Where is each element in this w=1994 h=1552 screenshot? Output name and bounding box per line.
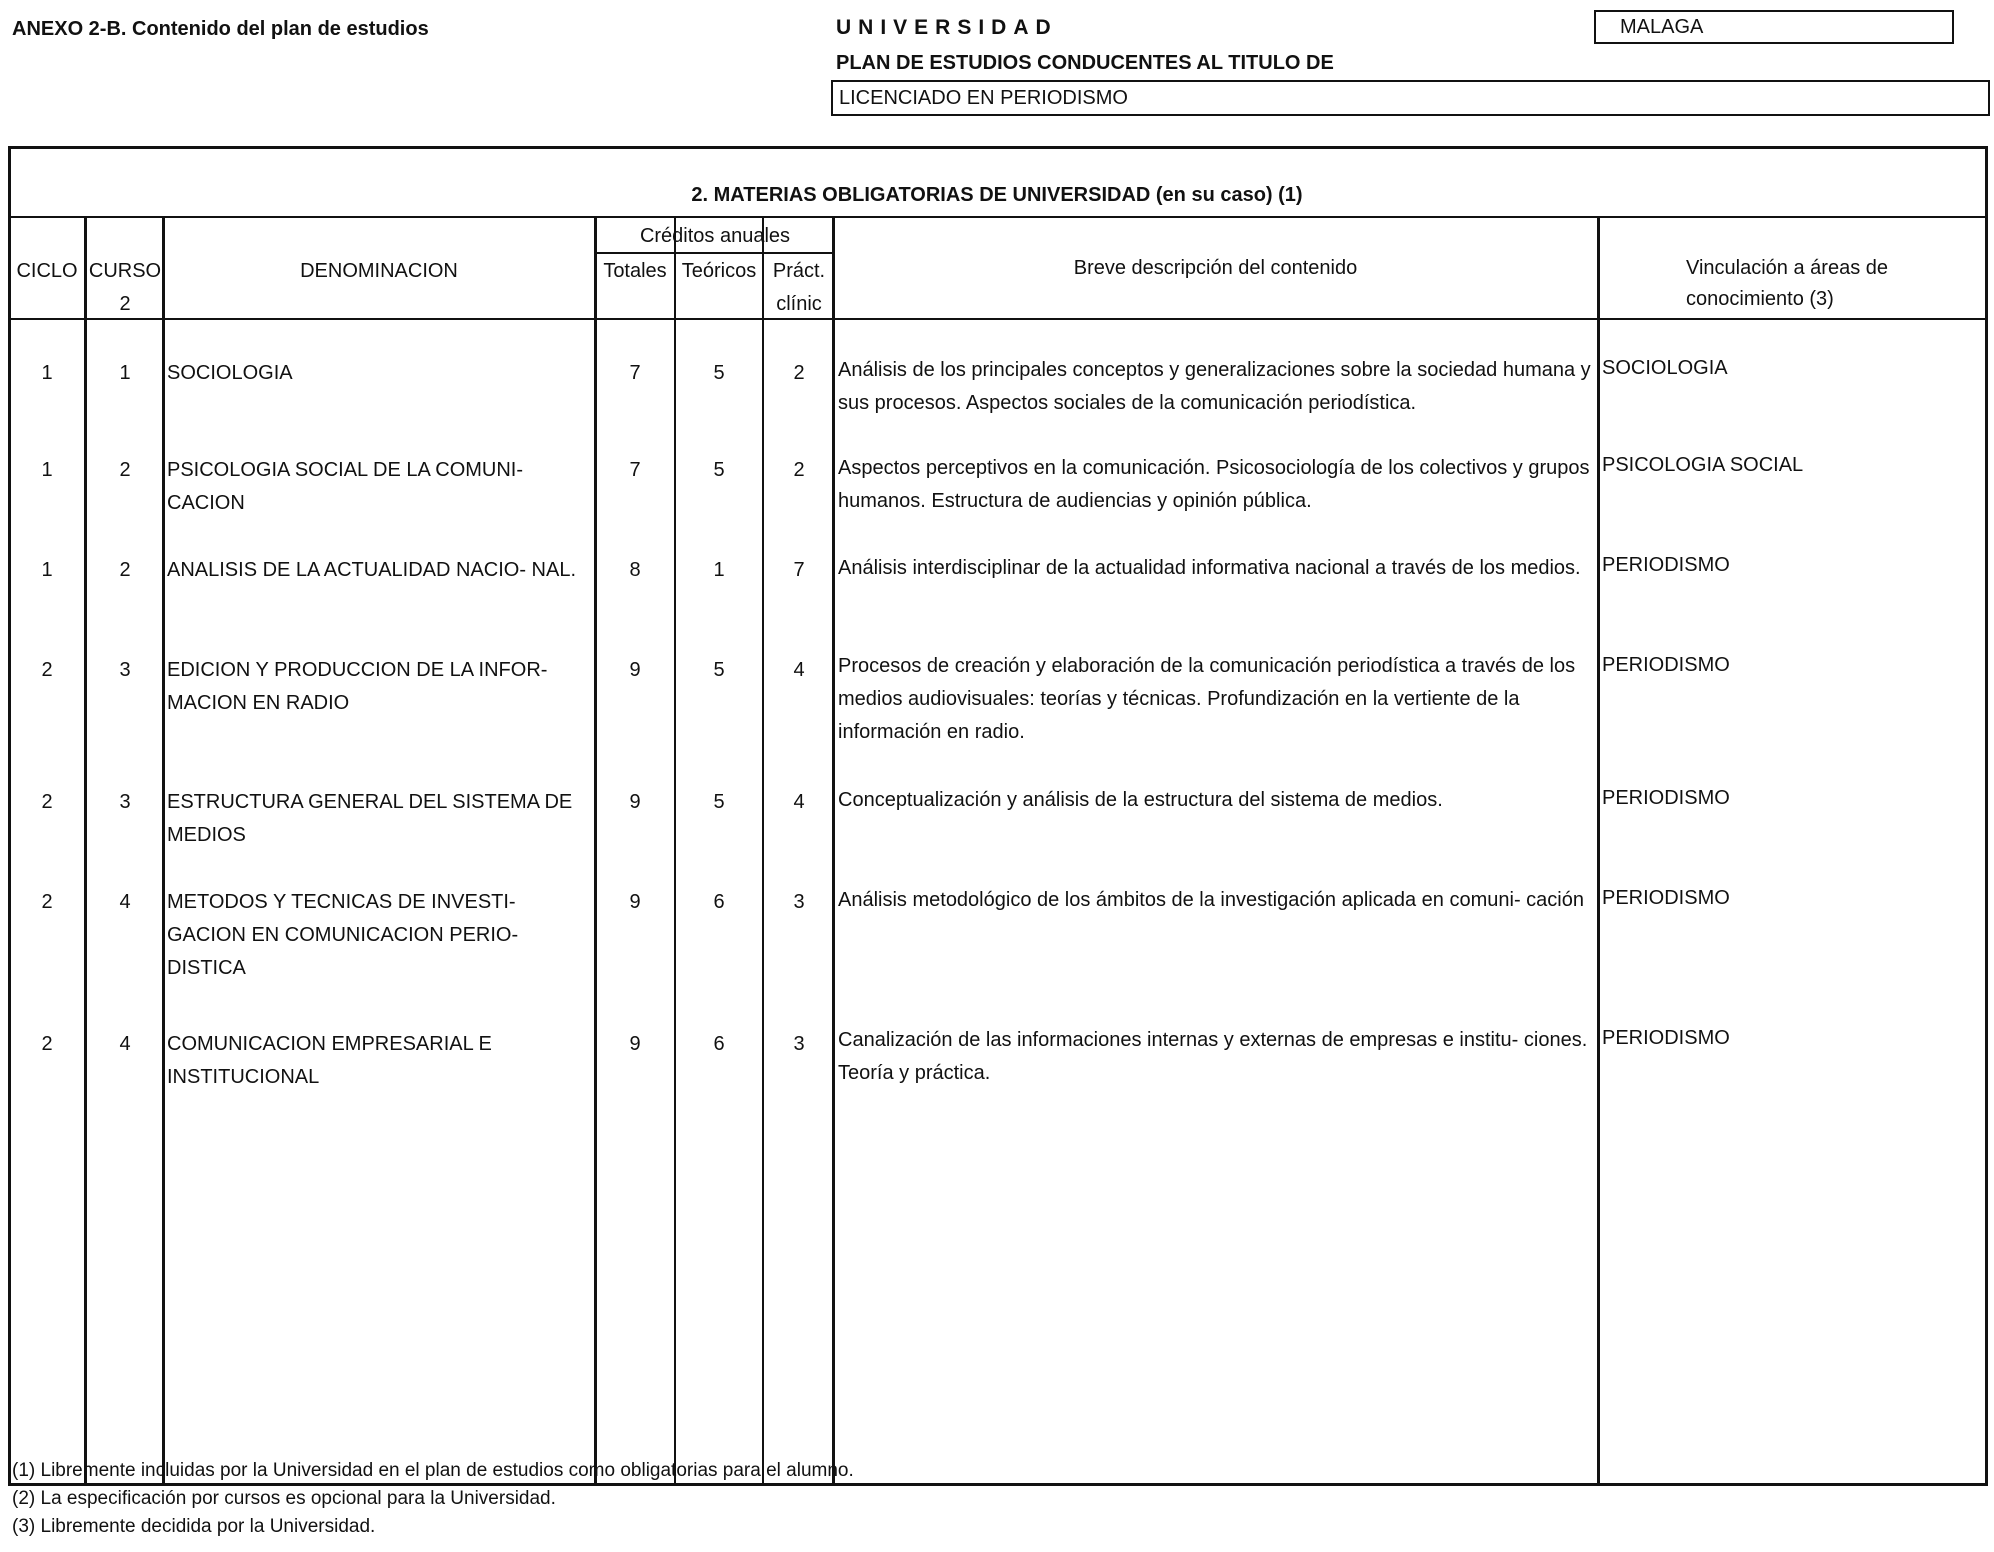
- row-5-totales: 9: [629, 791, 641, 813]
- header-bottom-border: [8, 318, 1988, 320]
- row-1-practicos: 2: [793, 362, 805, 384]
- title-row-border: [8, 216, 1988, 218]
- header-denominacion: DENOMINACION: [300, 260, 458, 282]
- row-1-totales: 7: [629, 362, 641, 384]
- row-6-teoricos: 6: [713, 891, 725, 913]
- row-7-teoricos: 6: [713, 1033, 725, 1055]
- row-7-area: PERIODISMO: [1602, 1027, 1730, 1049]
- row-3-teoricos: 1: [713, 559, 725, 581]
- row-1-ciclo: 1: [41, 362, 53, 384]
- row-2-practicos: 2: [793, 459, 805, 481]
- col-divider-ciclo: [84, 218, 87, 1485]
- university-value-box: MALAGA: [1594, 10, 1954, 44]
- row-7-practicos: 3: [793, 1033, 805, 1055]
- row-2-denominacion: PSICOLOGIA SOCIAL DE LA COMUNI- CACION: [167, 459, 524, 514]
- footnote-3: (3) Libremente decidida por la Universidad.: [12, 1516, 376, 1537]
- footnote-1: (1) Libremente incluidas por la Universidad en el plan de estudios como obligatorias para el alumno.: [12, 1460, 854, 1481]
- row-5-ciclo: 2: [41, 791, 53, 813]
- header-practicos: Práct.: [772, 260, 826, 282]
- row-3-area: PERIODISMO: [1602, 554, 1730, 576]
- row-5-curso: 3: [119, 791, 131, 813]
- row-4-curso: 3: [119, 659, 131, 681]
- row-4-totales: 9: [629, 659, 641, 681]
- row-6-ciclo: 2: [41, 891, 53, 913]
- row-4-denominacion: EDICION Y PRODUCCION DE LA INFOR- MACION EN RADIO: [167, 659, 548, 714]
- plan-label: PLAN DE ESTUDIOS CONDUCENTES AL TITULO DE: [836, 52, 1334, 74]
- row-7-curso: 4: [119, 1033, 131, 1055]
- row-1-curso: 1: [119, 362, 131, 384]
- university-label: UNIVERSIDAD: [836, 16, 1058, 39]
- row-1-teoricos: 5: [713, 362, 725, 384]
- row-4-ciclo: 2: [41, 659, 53, 681]
- row-4-teoricos: 5: [713, 659, 725, 681]
- header-curso-note: 2: [119, 293, 131, 315]
- col-divider-curso: [162, 218, 165, 1485]
- row-1-descripcion: Análisis de los principales conceptos y generalizaciones sobre la sociedad humana y sus procesos. Aspectos sociales de la comunicación periodística.: [838, 359, 1591, 414]
- row-2-totales: 7: [629, 459, 641, 481]
- header-creditos-anuales: Créditos anuales: [639, 225, 791, 247]
- row-3-curso: 2: [119, 559, 131, 581]
- row-2-area: PSICOLOGIA SOCIAL: [1602, 454, 1804, 476]
- row-3-ciclo: 1: [41, 559, 53, 581]
- row-6-totales: 9: [629, 891, 641, 913]
- row-7-totales: 9: [629, 1033, 641, 1055]
- row-1-area: SOCIOLOGIA: [1602, 357, 1728, 379]
- header-descripcion: Breve descripción del contenido: [1073, 257, 1358, 279]
- table-top-border: [8, 146, 1988, 149]
- row-6-practicos: 3: [793, 891, 805, 913]
- row-6-descripcion: Análisis metodológico de los ámbitos de la investigación aplicada en comuni- cación: [838, 889, 1584, 911]
- header-vinculacion: Vinculación a áreas de: [1686, 257, 1888, 279]
- col-divider-teoricos: [762, 218, 764, 1485]
- row-6-curso: 4: [119, 891, 131, 913]
- row-7-descripcion: Canalización de las informaciones internas y externas de empresas e institu- ciones. Teoría y práctica.: [838, 1029, 1588, 1084]
- table-right-border: [1985, 146, 1988, 1485]
- row-5-teoricos: 5: [713, 791, 725, 813]
- col-divider-practicos: [832, 218, 835, 1485]
- row-2-descripcion: Aspectos perceptivos en la comunicación. Psicosociología de los colectivos y grupos humanos. Estructura de audiencias y opinión pública.: [838, 457, 1590, 512]
- header-practicos-2: clínic: [776, 293, 822, 315]
- header-totales: Totales: [603, 260, 667, 282]
- col-divider-denominacion: [594, 218, 597, 1485]
- row-4-practicos: 4: [793, 659, 805, 681]
- header-teoricos: Teóricos: [681, 260, 757, 282]
- row-6-denominacion: METODOS Y TECNICAS DE INVESTI- GACION EN COMUNICACION PERIO- DISTICA: [167, 891, 519, 979]
- header-curso: CURSO: [88, 260, 162, 282]
- row-5-practicos: 4: [793, 791, 805, 813]
- row-4-area: PERIODISMO: [1602, 654, 1730, 676]
- row-2-ciclo: 1: [41, 459, 53, 481]
- row-3-practicos: 7: [793, 559, 805, 581]
- row-7-denominacion: COMUNICACION EMPRESARIAL E INSTITUCIONAL: [167, 1033, 492, 1088]
- row-7-ciclo: 2: [41, 1033, 53, 1055]
- row-3-denominacion: ANALISIS DE LA ACTUALIDAD NACIO- NAL.: [167, 559, 577, 581]
- row-6-area: PERIODISMO: [1602, 887, 1730, 909]
- col-divider-descripcion: [1597, 218, 1600, 1485]
- row-1-denominacion: SOCIOLOGIA: [167, 362, 293, 384]
- table-title: 2. MATERIAS OBLIGATORIAS DE UNIVERSIDAD (en su caso) (1): [691, 184, 1303, 206]
- row-5-area: PERIODISMO: [1602, 787, 1730, 809]
- header-ciclo: CICLO: [16, 260, 78, 282]
- table-bottom-border: [8, 1483, 1988, 1486]
- degree-value-box: LICENCIADO EN PERIODISMO: [831, 80, 1990, 116]
- row-3-totales: 8: [629, 559, 641, 581]
- row-5-descripcion: Conceptualización y análisis de la estructura del sistema de medios.: [838, 789, 1443, 811]
- row-5-denominacion: ESTRUCTURA GENERAL DEL SISTEMA DE MEDIOS: [167, 791, 573, 846]
- row-4-descripcion: Procesos de creación y elaboración de la comunicación periodística a través de los medios audiovisuales: teorías y técnicas. Profundización en la vertiente de la información en radio.: [838, 655, 1576, 743]
- annex-title: ANEXO 2-B. Contenido del plan de estudios: [12, 18, 429, 40]
- header-vinculacion-2: conocimiento (3): [1686, 288, 1834, 310]
- footnote-2: (2) La especificación por cursos es opcional para la Universidad.: [12, 1488, 556, 1509]
- col-divider-totales: [674, 218, 676, 1485]
- row-2-teoricos: 5: [713, 459, 725, 481]
- row-3-descripcion: Análisis interdisciplinar de la actualidad informativa nacional a través de los medios.: [838, 557, 1581, 579]
- row-2-curso: 2: [119, 459, 131, 481]
